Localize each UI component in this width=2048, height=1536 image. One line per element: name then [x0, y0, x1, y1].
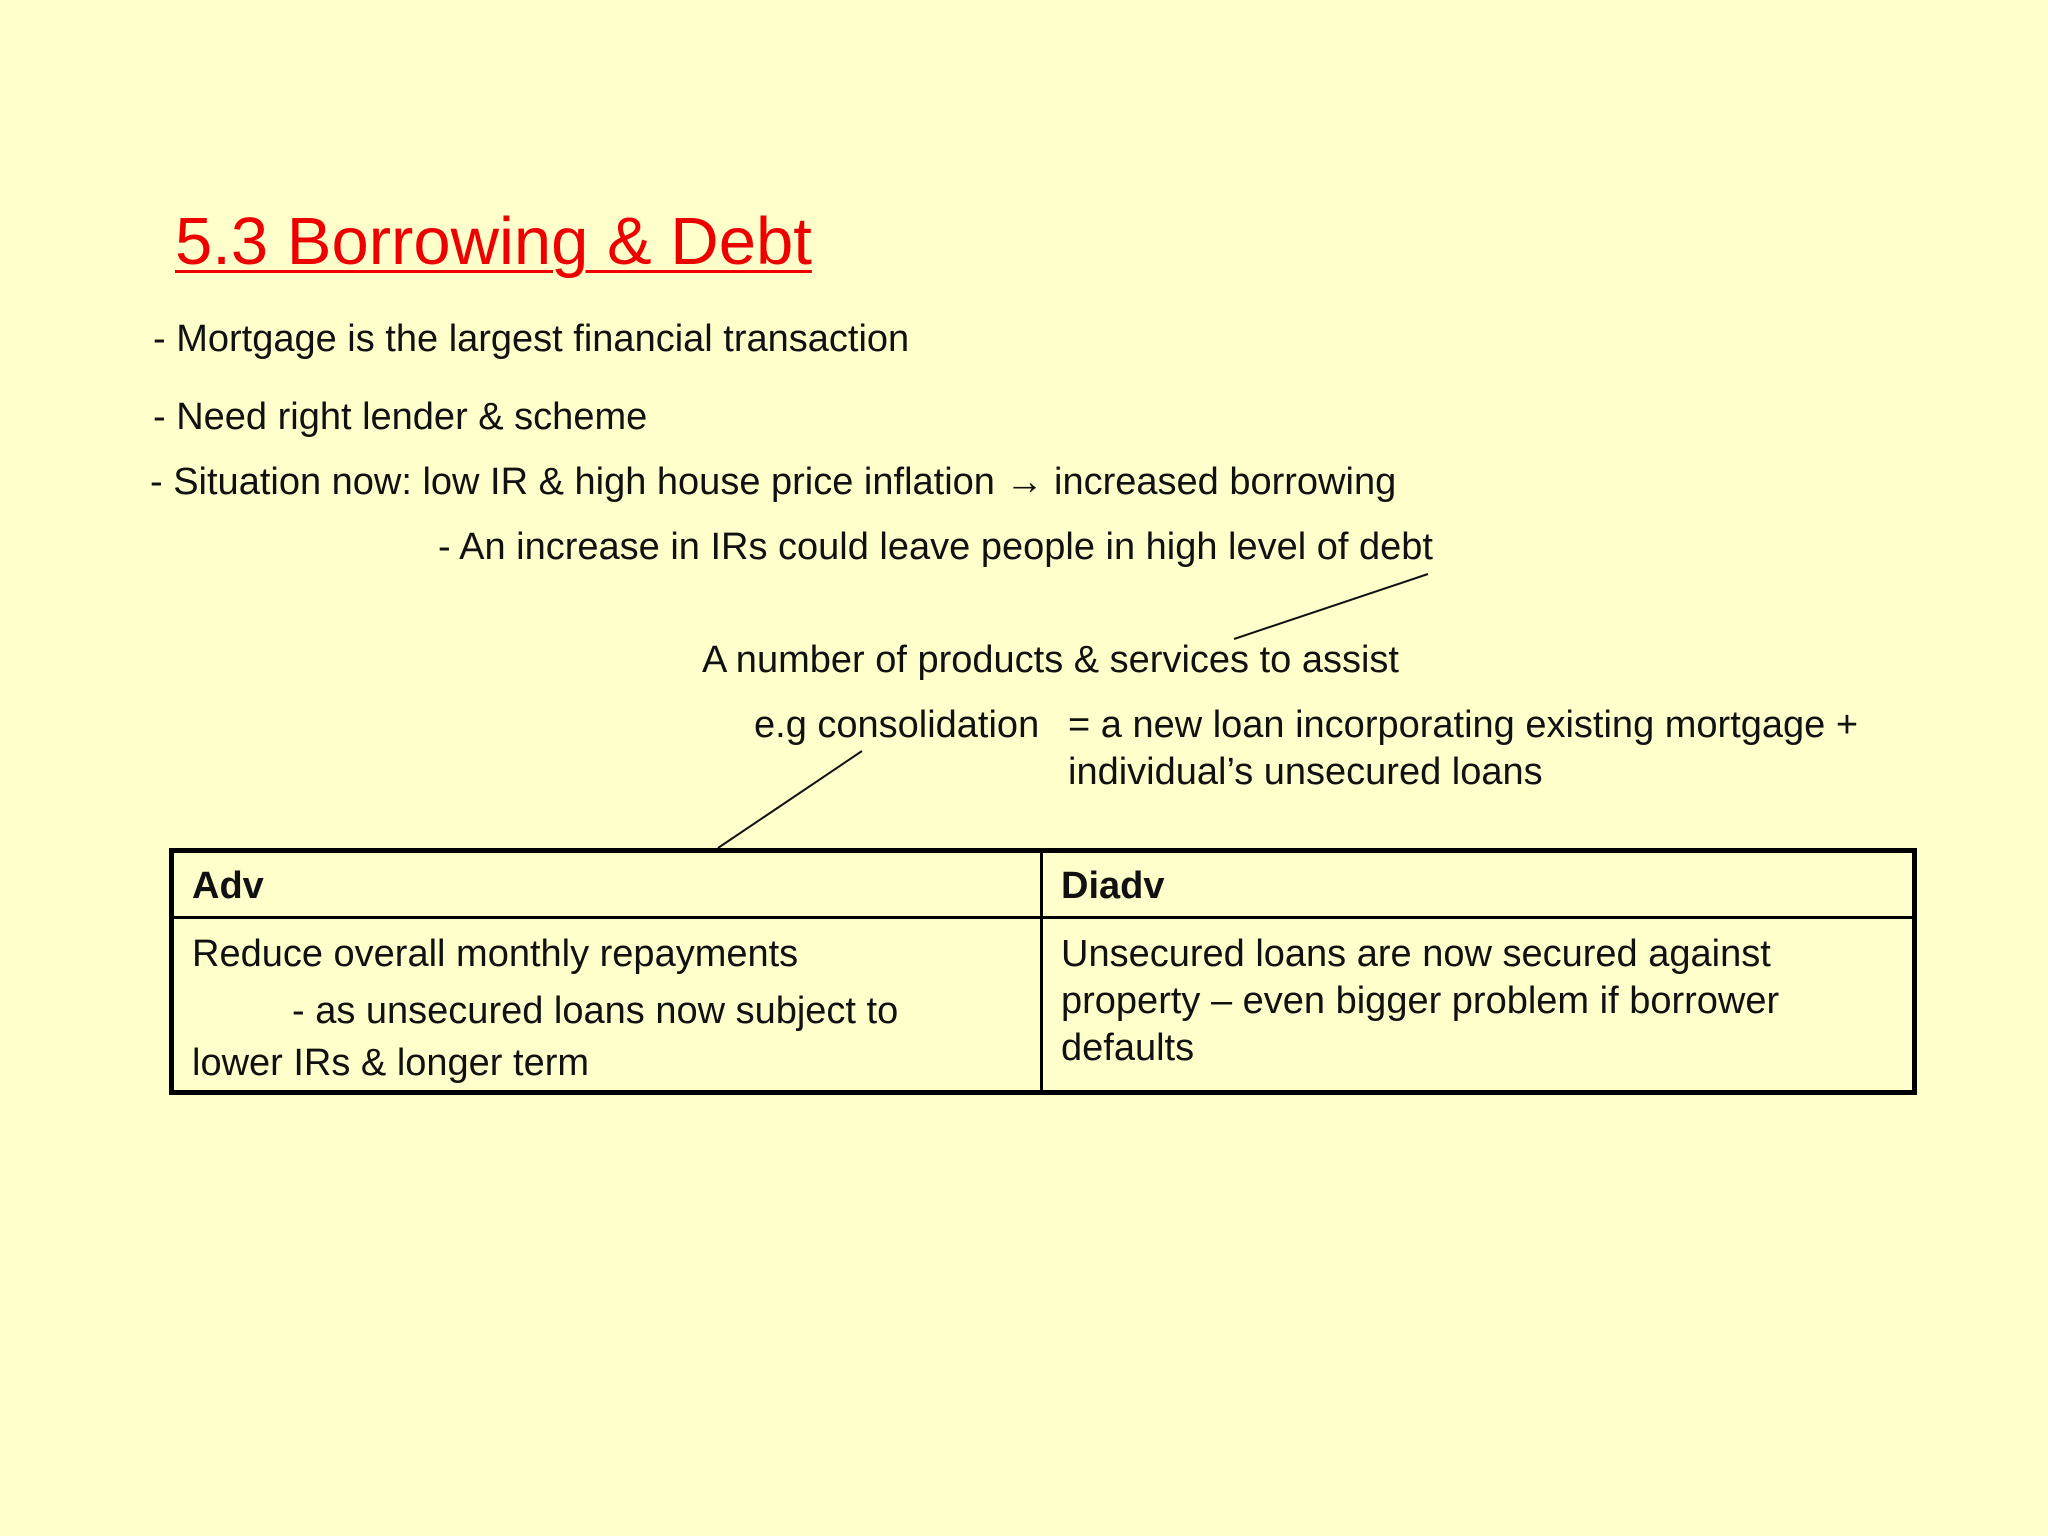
adv-cell: [172, 918, 1042, 1093]
adv-disadv-table: [169, 848, 1917, 1095]
header-adv: Adv: [172, 851, 1042, 918]
table-row: [172, 918, 1915, 1093]
disadv-line: Unsecured loans are now secured against: [1061, 933, 1771, 975]
consolidation-definition-line1: = a new loan incorporating existing mortgage +: [1068, 704, 1859, 746]
disadv-line: property – even bigger problem if borrower: [1061, 980, 1780, 1022]
disadv-cell: [1042, 918, 1915, 1093]
header-disadv: Diadv: [1042, 851, 1915, 918]
consolidation-definition-line2: individual’s unsecured loans: [1068, 751, 1543, 793]
bullet-situation: - Situation now: low IR & high house price inflation → increased borrowing: [150, 461, 1397, 503]
adv-line: lower IRs & longer term: [192, 1042, 590, 1084]
table-header-row: [172, 851, 1915, 918]
bullet-lender: - Need right lender & scheme: [153, 396, 648, 438]
bullet-ir-increase: - An increase in IRs could leave people in high level of debt: [438, 526, 1433, 568]
bullet-mortgage: - Mortgage is the largest financial transaction: [153, 318, 910, 360]
connector-debt-to-products: [1234, 574, 1428, 639]
adv-line: - as unsecured loans now subject to: [292, 990, 899, 1032]
connector-consolidation-to-table: [718, 751, 862, 848]
slide-title: 5.3 Borrowing & Debt: [175, 204, 812, 279]
products-heading: A number of products & services to assist: [702, 639, 1399, 681]
disadv-line: defaults: [1061, 1027, 1195, 1069]
consolidation-label: e.g consolidation: [754, 704, 1040, 746]
adv-line: Reduce overall monthly repayments: [192, 933, 799, 975]
